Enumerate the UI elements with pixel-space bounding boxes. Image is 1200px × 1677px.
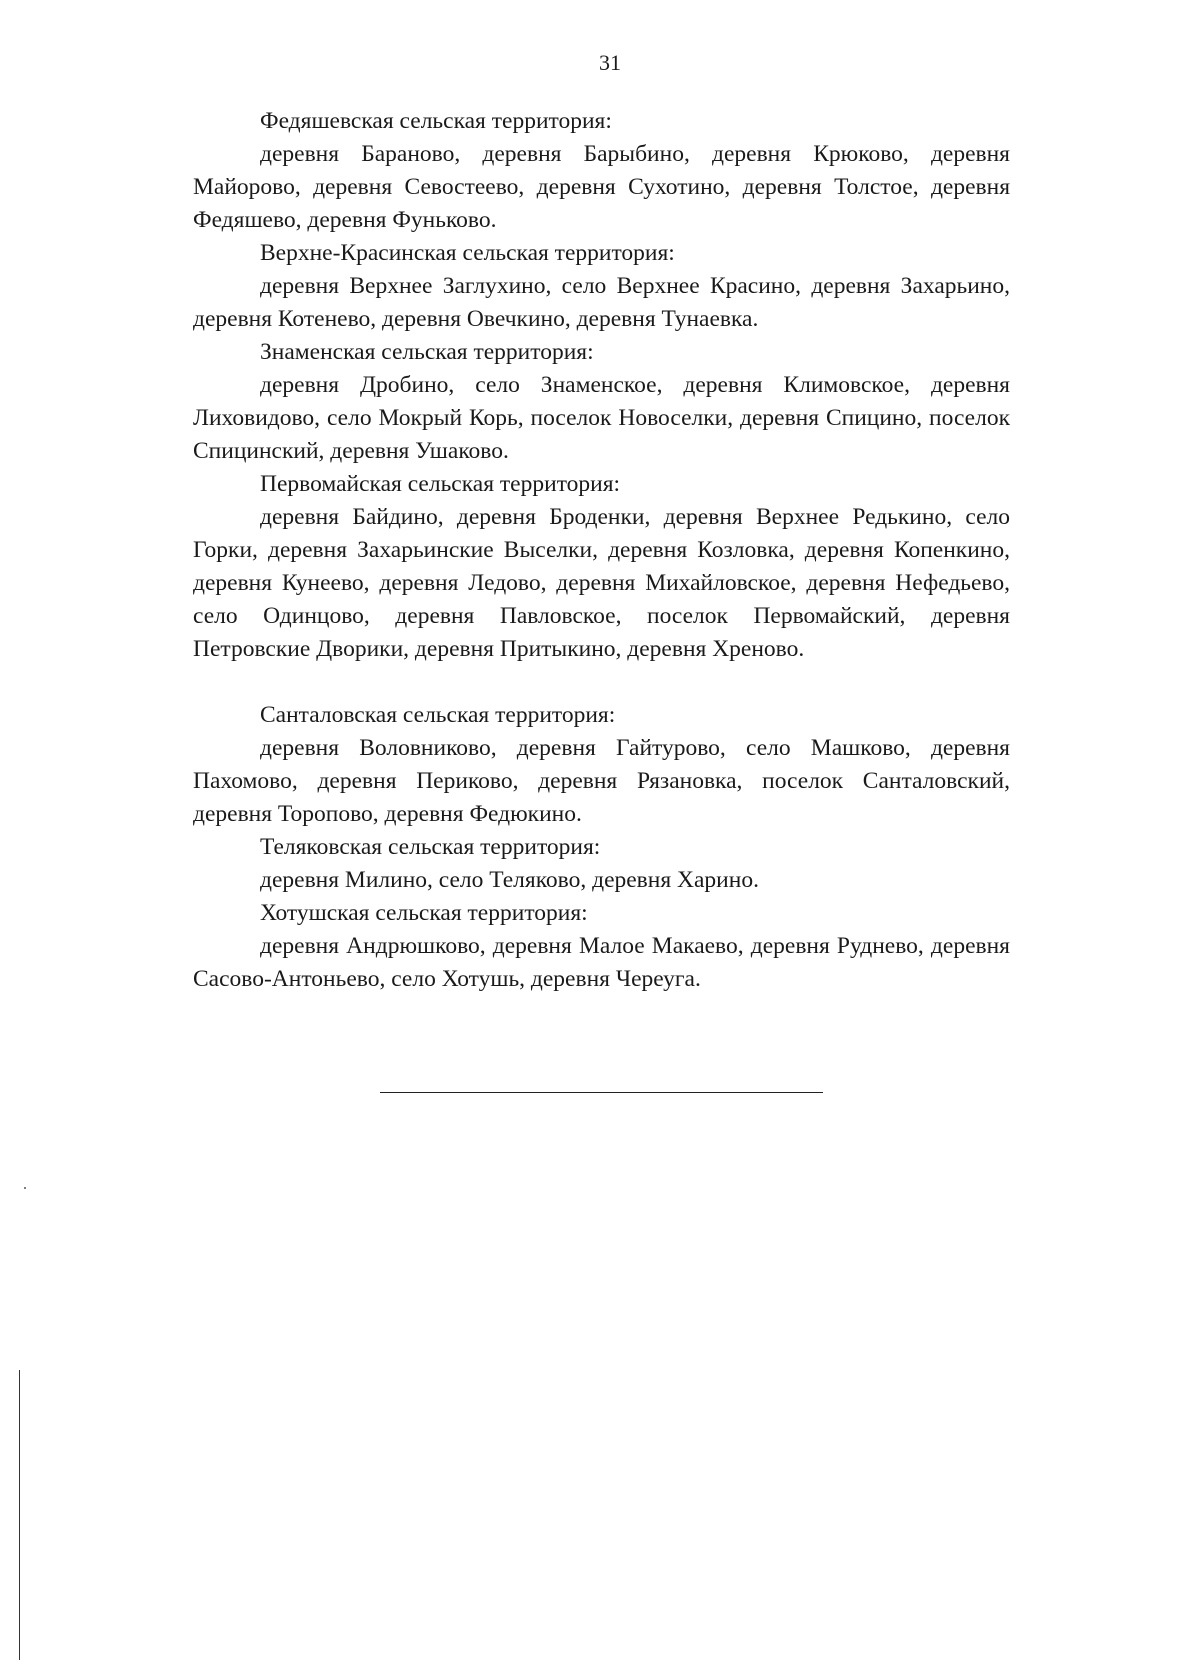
territory-heading-telyakovskaya: Теляковская сельская территория: — [260, 834, 601, 860]
end-separator-line — [380, 1092, 823, 1093]
territory-list-pervomayskaya: деревня Байдино, деревня Броденки, деревня Верхнее Редькино, село Горки, деревня Захарьинские Выселки, деревня Козловка, деревня Копенкино, деревня Кунеево, деревня Ледово, деревня Михайловское, деревня Нефедьево, село Одинцово, деревня Павловское, поселок Первомайский, деревня Петровские Дворики, деревня Притыкино, деревня Хреново. — [193, 504, 1010, 662]
territory-list-znamenskaya: деревня Дробино, село Знаменское, деревня Климовское, деревня Лиховидово, село Мокрый Корь, поселок Новоселки, деревня Спицино, поселок Спицинский, деревня Ушаково. — [193, 372, 1010, 464]
territory-list-verkhne-krasinskaya: деревня Верхнее Заглухино, село Верхнее Красино, деревня Захарьино, деревня Котенево, деревня Овечкино, деревня Тунаевка. — [193, 273, 1010, 332]
territory-heading-santalovskaya: Санталовская сельская территория: — [260, 702, 616, 728]
scan-artifact-dot — [24, 1187, 26, 1189]
territory-heading-znamenskaya: Знаменская сельская территория: — [260, 339, 594, 365]
territory-heading-pervomayskaya: Первомайская сельская территория: — [260, 471, 621, 497]
territory-list-khotushskaya: деревня Андрюшково, деревня Малое Макаево, деревня Руднево, деревня Сасово-Антоньево, село Хотушь, деревня Череуга. — [193, 933, 1010, 992]
territory-heading-fedyashevskaya: Федяшевская сельская территория: — [260, 108, 612, 134]
territory-heading-khotushskaya: Хотушская сельская территория: — [260, 900, 588, 926]
territory-list-santalovskaya: деревня Воловниково, деревня Гайтурово, село Машково, деревня Пахомово, деревня Периково, деревня Рязановка, поселок Санталовский, деревня Торопово, деревня Федюкино. — [193, 735, 1010, 827]
page-number: 31 — [599, 50, 621, 75]
territory-heading-verkhne-krasinskaya: Верхне-Красинская сельская территория: — [260, 240, 675, 266]
territory-list-telyakovskaya: деревня Милино, село Теляково, деревня Харино. — [260, 867, 759, 893]
scan-margin-line — [19, 1370, 20, 1660]
territory-list-fedyashevskaya: деревня Бараново, деревня Барыбино, деревня Крюково, деревня Майорово, деревня Севостеево, деревня Сухотино, деревня Толстое, деревня Федяшево, деревня Фуньково. — [193, 141, 1010, 233]
document-body — [193, 105, 1010, 996]
